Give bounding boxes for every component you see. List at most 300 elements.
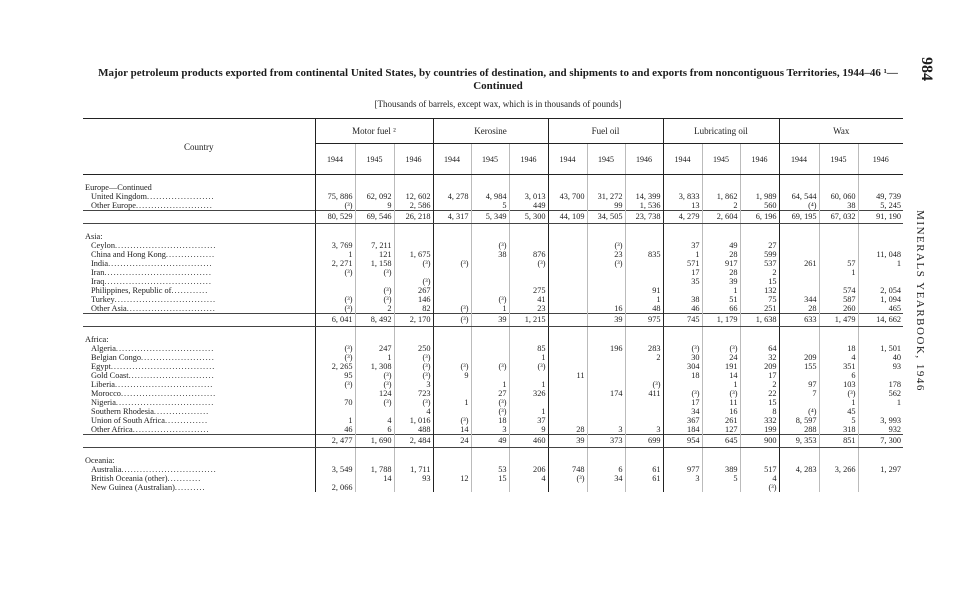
value-cell: 18	[819, 344, 858, 353]
value-cell: 1, 862	[702, 192, 740, 201]
value-cell	[663, 327, 702, 345]
value-cell: (³)	[315, 268, 355, 277]
value-cell: (³)	[355, 371, 394, 380]
value-cell: 28	[779, 304, 819, 314]
country-label: Nigeria	[91, 398, 116, 407]
value-cell: 14	[702, 371, 740, 380]
value-cell	[433, 175, 471, 193]
country-label: Algeria	[91, 344, 116, 353]
value-cell: 1	[663, 250, 702, 259]
country-label: Iraq	[91, 277, 105, 286]
table-subtitle: [Thousands of barrels, except wax, which is in thousands of pounds]	[374, 99, 622, 109]
value-cell: 11	[702, 398, 740, 407]
value-cell: (³)	[471, 362, 509, 371]
value-cell	[587, 277, 625, 286]
value-cell	[509, 277, 548, 286]
year-header: 1944	[663, 144, 702, 175]
value-cell: 1	[819, 398, 858, 407]
value-cell	[858, 448, 903, 466]
value-cell: (³)	[471, 295, 509, 304]
country-label: Other Asia	[91, 304, 127, 313]
table-row	[83, 407, 903, 416]
value-cell	[625, 362, 663, 371]
value-cell	[779, 241, 819, 250]
country-label: British Oceania (other)	[91, 474, 168, 483]
value-cell	[548, 224, 587, 242]
value-cell: 247	[355, 344, 394, 353]
fuel-oil-header: Fuel oil	[548, 119, 663, 144]
value-cell: 14, 662	[858, 314, 903, 327]
value-cell: 28	[548, 425, 587, 435]
leader-dots: .................................	[114, 295, 217, 304]
country-label: Liberia	[91, 380, 115, 389]
country-cell	[83, 483, 315, 492]
value-cell: (³)	[663, 344, 702, 353]
value-cell: (³)	[433, 314, 471, 327]
value-cell	[548, 407, 587, 416]
value-cell: 460	[509, 435, 548, 448]
value-cell: 2	[625, 353, 663, 362]
value-cell: 18	[663, 371, 702, 380]
country-label: Union of South Africa	[91, 416, 165, 425]
value-cell: 75, 886	[315, 192, 355, 201]
value-cell: (³)	[315, 353, 355, 362]
value-cell: 954	[663, 435, 702, 448]
country-cell	[83, 371, 315, 380]
value-cell	[625, 224, 663, 242]
value-cell	[471, 175, 509, 193]
value-cell: 851	[819, 435, 858, 448]
country-cell	[83, 286, 315, 295]
value-cell: 699	[625, 435, 663, 448]
value-cell	[509, 224, 548, 242]
value-cell: 488	[394, 425, 433, 435]
value-cell: (³)	[740, 483, 779, 492]
value-cell: 3, 013	[509, 192, 548, 201]
value-cell: 49, 739	[876, 192, 902, 201]
value-cell: 18	[471, 416, 509, 425]
value-cell	[779, 268, 819, 277]
country-cell	[83, 277, 315, 286]
value-cell: 14	[433, 425, 471, 435]
value-cell: 599	[740, 250, 779, 259]
value-cell	[587, 224, 625, 242]
year-header: 1944	[315, 144, 355, 175]
country-label: Iran	[91, 268, 105, 277]
value-cell: 23	[587, 250, 625, 259]
country-label: Africa:	[85, 335, 109, 344]
value-cell: (³)	[702, 389, 740, 398]
value-cell: 39	[702, 277, 740, 286]
value-cell	[315, 224, 355, 242]
value-cell	[740, 175, 779, 193]
value-cell: (³)	[509, 362, 548, 371]
value-cell: 46	[315, 425, 355, 435]
value-cell	[587, 353, 625, 362]
region-row	[83, 448, 903, 466]
value-cell: 14, 399	[625, 192, 663, 201]
value-cell: 5	[819, 416, 858, 425]
country-cell	[83, 353, 315, 362]
value-cell	[625, 327, 663, 345]
value-cell: 2, 066	[315, 483, 355, 492]
value-cell: 62, 092	[355, 192, 394, 201]
value-cell	[819, 241, 858, 250]
value-cell: 2, 265	[315, 362, 355, 371]
value-cell	[779, 398, 819, 407]
value-cell: (³)	[433, 304, 471, 314]
table-row	[83, 259, 903, 268]
value-cell: 389	[702, 465, 740, 474]
value-cell: 449	[509, 201, 548, 211]
value-cell: 61	[625, 474, 663, 483]
country-cell	[83, 407, 315, 416]
country-label: India	[91, 259, 109, 268]
value-cell	[587, 416, 625, 425]
value-cell: (³)	[315, 304, 355, 314]
value-cell: 9	[355, 201, 394, 211]
value-cell	[315, 448, 355, 466]
country-cell	[83, 416, 315, 425]
value-cell: 4, 278	[433, 192, 471, 201]
value-cell: 373	[587, 435, 625, 448]
value-cell: 75	[740, 295, 779, 304]
table-row	[83, 241, 903, 250]
value-cell: 1	[702, 380, 740, 389]
table-row	[83, 250, 903, 259]
value-cell: 571	[663, 259, 702, 268]
value-cell	[433, 483, 471, 492]
value-cell	[548, 250, 587, 259]
value-cell	[548, 304, 587, 314]
year-header: 1946	[858, 144, 903, 175]
value-cell: 41	[509, 295, 548, 304]
value-cell	[858, 474, 903, 483]
value-cell: 34, 505	[587, 211, 625, 224]
value-cell: 4, 279	[663, 211, 702, 224]
leader-dots: ................	[165, 250, 216, 259]
country-cell	[83, 224, 315, 242]
table-row	[83, 389, 903, 398]
country-cell	[83, 380, 315, 389]
value-cell: 43, 700	[548, 192, 587, 201]
table-row	[83, 344, 903, 353]
value-cell: 1, 690	[355, 435, 394, 448]
value-cell	[355, 224, 394, 242]
table-row	[83, 465, 903, 474]
value-cell: 4	[819, 353, 858, 362]
country-cell	[83, 344, 315, 353]
value-cell: 93	[892, 362, 902, 371]
value-cell: 16	[587, 304, 625, 314]
value-cell	[471, 353, 509, 362]
value-cell: 537	[740, 259, 779, 268]
value-cell	[433, 268, 471, 277]
value-cell: 44, 109	[548, 211, 587, 224]
value-cell	[858, 175, 903, 193]
value-cell: 2, 054	[880, 286, 902, 295]
leader-dots: ..........	[174, 483, 206, 492]
value-cell: (³)	[663, 389, 702, 398]
region-row	[83, 224, 903, 242]
value-cell: 51	[702, 295, 740, 304]
value-cell	[779, 175, 819, 193]
value-cell: 283	[625, 344, 663, 353]
value-cell: 30	[663, 353, 702, 362]
leader-dots: ..................	[153, 407, 210, 416]
value-cell: 99	[587, 201, 625, 211]
value-cell	[625, 407, 663, 416]
value-cell: 267	[394, 286, 433, 295]
value-cell: 7	[779, 389, 819, 398]
leader-dots: ................................	[115, 344, 215, 353]
value-cell	[471, 268, 509, 277]
value-cell	[471, 448, 509, 466]
value-cell: (³)	[355, 398, 394, 407]
value-cell	[819, 175, 858, 193]
value-cell: 17	[663, 398, 702, 407]
value-cell	[740, 327, 779, 345]
value-cell: 64, 544	[779, 192, 819, 201]
value-cell	[625, 175, 663, 193]
value-cell: 1	[896, 259, 902, 268]
value-cell: 1, 675	[394, 250, 433, 259]
value-cell: 3, 549	[315, 465, 355, 474]
value-cell: (³)	[471, 241, 509, 250]
value-cell: 4, 984	[471, 192, 509, 201]
country-label: Other Europe	[91, 201, 136, 210]
value-cell: 1	[315, 250, 355, 259]
value-cell: 5, 300	[509, 211, 548, 224]
leader-dots: ...........	[167, 474, 202, 483]
table-row	[83, 371, 903, 380]
value-cell	[548, 389, 587, 398]
value-cell: 39	[548, 435, 587, 448]
value-cell	[587, 448, 625, 466]
value-cell: 199	[740, 425, 779, 435]
value-cell: 1, 501	[880, 344, 902, 353]
value-cell: 876	[509, 250, 548, 259]
leader-dots: ..............	[164, 416, 209, 425]
value-cell: 1, 479	[819, 314, 858, 327]
value-cell: 66	[702, 304, 740, 314]
value-cell: 9, 353	[779, 435, 819, 448]
value-cell: 124	[355, 389, 394, 398]
value-cell: 196	[587, 344, 625, 353]
running-head: MINERALS YEARBOOK, 1946	[914, 210, 926, 392]
value-cell	[355, 277, 394, 286]
value-cell: 4	[509, 474, 548, 483]
value-cell: 1	[509, 353, 548, 362]
value-cell	[858, 483, 903, 492]
value-cell	[471, 371, 509, 380]
value-cell: 251	[740, 304, 779, 314]
value-cell	[433, 380, 471, 389]
value-cell	[663, 224, 702, 242]
value-cell	[548, 398, 587, 407]
country-cell	[83, 425, 315, 435]
value-cell: 32	[740, 353, 779, 362]
value-cell: 49	[702, 241, 740, 250]
value-cell: 261	[779, 259, 819, 268]
value-cell	[625, 241, 663, 250]
value-cell	[858, 277, 903, 286]
value-cell: 91, 190	[858, 211, 903, 224]
country-cell	[83, 448, 315, 466]
country-label: Philippines, Republic of	[91, 286, 172, 295]
value-cell: 80, 529	[315, 211, 355, 224]
value-cell	[587, 398, 625, 407]
value-cell: 17	[740, 371, 779, 380]
value-cell: 39	[471, 314, 509, 327]
value-cell	[548, 416, 587, 425]
value-cell: 723	[394, 389, 433, 398]
value-cell	[819, 224, 858, 242]
country-label: Asia:	[85, 232, 103, 241]
value-cell	[433, 295, 471, 304]
value-cell	[858, 327, 903, 345]
value-cell: 155	[779, 362, 819, 371]
value-cell	[548, 277, 587, 286]
value-cell: 304	[663, 362, 702, 371]
value-cell	[509, 241, 548, 250]
table-body	[83, 175, 903, 493]
value-cell	[548, 314, 587, 327]
value-cell	[509, 268, 548, 277]
value-cell	[779, 327, 819, 345]
value-cell	[471, 259, 509, 268]
value-cell	[663, 448, 702, 466]
value-cell	[587, 371, 625, 380]
value-cell: 38	[663, 295, 702, 304]
value-cell: (³)	[355, 295, 394, 304]
value-cell	[779, 250, 819, 259]
value-cell	[548, 380, 587, 389]
value-cell	[663, 483, 702, 492]
country-cell	[83, 192, 315, 201]
value-cell: 28	[702, 268, 740, 277]
value-cell: 3	[587, 425, 625, 435]
value-cell: 39	[587, 314, 625, 327]
value-cell	[587, 286, 625, 295]
value-cell: 587	[819, 295, 858, 304]
country-column-header: Country	[83, 119, 315, 175]
value-cell	[433, 389, 471, 398]
value-cell	[355, 175, 394, 193]
value-cell: 932	[888, 425, 902, 434]
leader-dots: .........................	[132, 425, 210, 434]
table-title: Major petroleum products exported from continental United States, by countries of destination, and shipments to and exports from noncontiguous Territories, 1944–46 ¹—Continued	[98, 67, 898, 92]
value-cell: 6	[355, 425, 394, 435]
value-cell	[548, 268, 587, 277]
value-cell: 37	[509, 416, 548, 425]
value-cell: 35	[663, 277, 702, 286]
value-cell: 12, 602	[394, 192, 433, 201]
page-number: 984	[918, 57, 935, 81]
value-cell: 318	[819, 425, 858, 435]
value-cell: 174	[587, 389, 625, 398]
year-header: 1944	[548, 144, 587, 175]
country-label: Ceylon	[91, 241, 115, 250]
region-row	[83, 327, 903, 345]
value-cell: 5, 245	[880, 201, 902, 210]
value-cell	[819, 277, 858, 286]
subtotal-row	[83, 211, 903, 224]
leader-dots: .............................	[126, 304, 216, 313]
value-cell	[587, 407, 625, 416]
value-cell: 8, 597	[779, 416, 819, 425]
value-cell: 900	[740, 435, 779, 448]
value-cell: 69, 195	[779, 211, 819, 224]
value-cell: (³)	[587, 241, 625, 250]
value-cell	[625, 259, 663, 268]
value-cell: (³)	[394, 371, 433, 380]
table-row	[83, 268, 903, 277]
value-cell: (³)	[625, 380, 663, 389]
value-cell	[433, 250, 471, 259]
value-cell: 22	[740, 389, 779, 398]
value-cell: 4, 283	[779, 465, 819, 474]
value-cell: 38	[819, 201, 858, 211]
value-cell: 326	[509, 389, 548, 398]
country-label: Europe—Continued	[85, 183, 152, 192]
value-cell: 7, 300	[858, 435, 903, 448]
value-cell	[433, 224, 471, 242]
table-row	[83, 416, 903, 425]
value-cell: 1	[625, 295, 663, 304]
value-cell: 2	[740, 380, 779, 389]
value-cell: 835	[625, 250, 663, 259]
table-row	[83, 277, 903, 286]
country-cell	[83, 314, 315, 327]
value-cell	[315, 407, 355, 416]
value-cell: 977	[663, 465, 702, 474]
value-cell	[587, 380, 625, 389]
value-cell: 11	[548, 371, 587, 380]
table-row	[83, 286, 903, 295]
year-header: 1946	[509, 144, 548, 175]
value-cell: 2	[740, 268, 779, 277]
value-cell	[587, 268, 625, 277]
country-label: Southern Rhodesia	[91, 407, 154, 416]
value-cell: 261	[702, 416, 740, 425]
value-cell: 69, 546	[355, 211, 394, 224]
value-cell: (³)	[433, 259, 471, 268]
country-cell	[83, 295, 315, 304]
value-cell: 26, 218	[394, 211, 433, 224]
value-cell	[433, 241, 471, 250]
value-cell: 23, 738	[625, 211, 663, 224]
subtotal-row	[83, 435, 903, 448]
leader-dots: ......................	[147, 192, 215, 201]
value-cell: 14	[355, 474, 394, 483]
value-cell	[433, 465, 471, 474]
value-cell	[625, 448, 663, 466]
value-cell: 9	[509, 425, 548, 435]
value-cell	[858, 268, 903, 277]
value-cell	[355, 448, 394, 466]
value-cell: 1	[509, 380, 548, 389]
value-cell: (³)	[471, 398, 509, 407]
value-cell	[663, 380, 702, 389]
table-row	[83, 192, 903, 201]
value-cell: 2, 477	[315, 435, 355, 448]
value-cell: 15	[740, 398, 779, 407]
value-cell: 2, 271	[315, 259, 355, 268]
value-cell: (³)	[471, 407, 509, 416]
value-cell	[315, 389, 355, 398]
country-cell	[83, 241, 315, 250]
